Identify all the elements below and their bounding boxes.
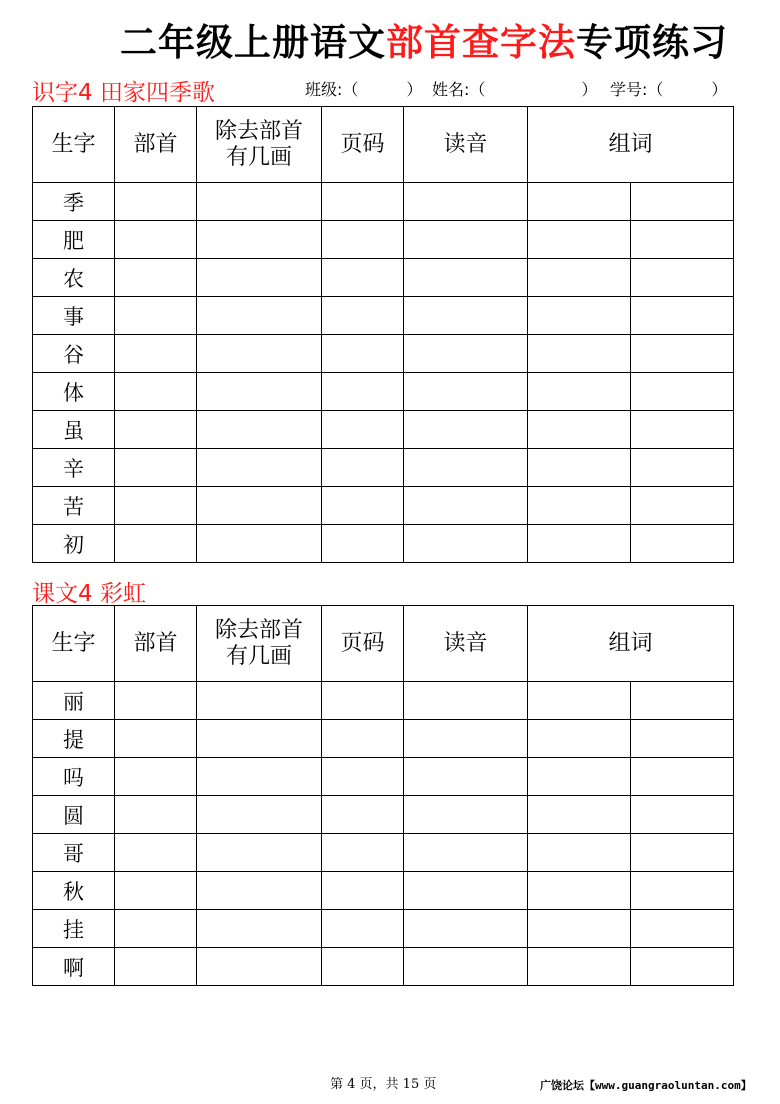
radical-cell[interactable] bbox=[115, 525, 197, 563]
page-cell[interactable] bbox=[322, 834, 404, 872]
strokes-cell[interactable] bbox=[197, 720, 322, 758]
page-cell[interactable] bbox=[322, 948, 404, 986]
word-cell-1[interactable] bbox=[528, 948, 631, 986]
table-row bbox=[33, 720, 734, 758]
pinyin-cell[interactable] bbox=[404, 449, 528, 487]
char-cell: 啊 bbox=[33, 948, 115, 986]
name-field: 姓名:（ ） bbox=[432, 80, 598, 99]
pinyin-cell[interactable] bbox=[404, 373, 528, 411]
word-cell-1[interactable] bbox=[528, 449, 631, 487]
char-cell: 秋 bbox=[33, 872, 115, 910]
radical-cell[interactable] bbox=[115, 297, 197, 335]
word-cell-1[interactable] bbox=[528, 297, 631, 335]
pinyin-cell[interactable] bbox=[404, 487, 528, 525]
pinyin-cell[interactable] bbox=[404, 796, 528, 834]
table-row bbox=[33, 525, 734, 563]
title-text-1: 二年级上册语文 bbox=[120, 21, 386, 64]
word-cell-2[interactable] bbox=[631, 682, 734, 720]
word-cell-2[interactable] bbox=[631, 720, 734, 758]
strokes-cell[interactable] bbox=[197, 796, 322, 834]
pinyin-cell[interactable] bbox=[404, 758, 528, 796]
page-cell[interactable] bbox=[322, 872, 404, 910]
char-cell: 苦 bbox=[33, 487, 115, 525]
word-cell-2[interactable] bbox=[631, 183, 734, 221]
header-radical: 部首 bbox=[115, 606, 197, 682]
title-text-highlight: 部首查字法 bbox=[386, 21, 576, 64]
strokes-cell[interactable] bbox=[197, 834, 322, 872]
strokes-cell[interactable] bbox=[197, 872, 322, 910]
table-row bbox=[33, 872, 734, 910]
word-cell-1[interactable] bbox=[528, 872, 631, 910]
page-cell[interactable] bbox=[322, 720, 404, 758]
header-strokes bbox=[197, 107, 322, 183]
word-cell-1[interactable] bbox=[528, 221, 631, 259]
pinyin-cell[interactable] bbox=[404, 335, 528, 373]
strokes-cell[interactable] bbox=[197, 525, 322, 563]
page-cell[interactable] bbox=[322, 259, 404, 297]
pinyin-cell[interactable] bbox=[404, 297, 528, 335]
word-cell-2[interactable] bbox=[631, 297, 734, 335]
table-row bbox=[33, 297, 734, 335]
header-strokes-line2: 有几画 bbox=[225, 643, 292, 669]
strokes-cell[interactable] bbox=[197, 449, 322, 487]
word-cell-1[interactable] bbox=[528, 487, 631, 525]
pinyin-cell[interactable] bbox=[404, 834, 528, 872]
radical-cell[interactable] bbox=[115, 411, 197, 449]
table-row bbox=[33, 411, 734, 449]
char-cell: 圆 bbox=[33, 796, 115, 834]
word-cell-2[interactable] bbox=[631, 525, 734, 563]
radical-cell[interactable] bbox=[115, 487, 197, 525]
header-strokes-line2: 有几画 bbox=[225, 144, 292, 170]
strokes-cell[interactable] bbox=[197, 183, 322, 221]
header-strokes bbox=[197, 606, 322, 682]
radical-cell[interactable] bbox=[115, 373, 197, 411]
word-cell-1[interactable] bbox=[528, 910, 631, 948]
table-row bbox=[33, 335, 734, 373]
char-cell: 肥 bbox=[33, 221, 115, 259]
radical-cell[interactable] bbox=[115, 335, 197, 373]
practice-table-2 bbox=[32, 605, 734, 986]
radical-cell[interactable] bbox=[115, 872, 197, 910]
radical-cell[interactable] bbox=[115, 682, 197, 720]
char-cell: 体 bbox=[33, 373, 115, 411]
strokes-cell[interactable] bbox=[197, 948, 322, 986]
table-row bbox=[33, 487, 734, 525]
strokes-cell[interactable] bbox=[197, 335, 322, 373]
strokes-cell[interactable] bbox=[197, 910, 322, 948]
pinyin-cell[interactable] bbox=[404, 720, 528, 758]
strokes-cell[interactable] bbox=[197, 297, 322, 335]
word-cell-2[interactable] bbox=[631, 487, 734, 525]
header-char: 生字 bbox=[33, 107, 115, 183]
header-words: 组词 bbox=[528, 606, 734, 682]
char-cell: 辛 bbox=[33, 449, 115, 487]
pinyin-cell[interactable] bbox=[404, 948, 528, 986]
pinyin-cell[interactable] bbox=[404, 259, 528, 297]
strokes-cell[interactable] bbox=[197, 221, 322, 259]
page-number: 第 4 页，共 15 页 bbox=[330, 1077, 437, 1092]
strokes-cell[interactable] bbox=[197, 259, 322, 297]
page-cell[interactable] bbox=[322, 525, 404, 563]
strokes-cell[interactable] bbox=[197, 411, 322, 449]
word-cell-1[interactable] bbox=[528, 720, 631, 758]
table-row bbox=[33, 758, 734, 796]
pinyin-cell[interactable] bbox=[404, 183, 528, 221]
strokes-cell[interactable] bbox=[197, 487, 322, 525]
radical-cell[interactable] bbox=[115, 834, 197, 872]
char-cell: 季 bbox=[33, 183, 115, 221]
word-cell-1[interactable] bbox=[528, 758, 631, 796]
strokes-cell[interactable] bbox=[197, 682, 322, 720]
practice-table-1 bbox=[32, 106, 734, 563]
word-cell-2[interactable] bbox=[631, 259, 734, 297]
radical-cell[interactable] bbox=[115, 183, 197, 221]
radical-cell[interactable] bbox=[115, 221, 197, 259]
word-cell-2[interactable] bbox=[631, 948, 734, 986]
char-cell: 哥 bbox=[33, 834, 115, 872]
page-cell[interactable] bbox=[322, 411, 404, 449]
strokes-cell[interactable] bbox=[197, 758, 322, 796]
char-cell: 初 bbox=[33, 525, 115, 563]
page-cell[interactable] bbox=[322, 335, 404, 373]
table-header-row bbox=[33, 107, 734, 183]
page-cell[interactable] bbox=[322, 297, 404, 335]
word-cell-1[interactable] bbox=[528, 525, 631, 563]
char-cell: 事 bbox=[33, 297, 115, 335]
pinyin-cell[interactable] bbox=[404, 910, 528, 948]
radical-cell[interactable] bbox=[115, 948, 197, 986]
word-cell-2[interactable] bbox=[631, 758, 734, 796]
table-row bbox=[33, 948, 734, 986]
word-cell-2[interactable] bbox=[631, 834, 734, 872]
radical-cell[interactable] bbox=[115, 449, 197, 487]
pinyin-cell[interactable] bbox=[404, 682, 528, 720]
pinyin-cell[interactable] bbox=[404, 525, 528, 563]
header-strokes-line1: 除去部首 bbox=[214, 118, 303, 144]
pinyin-cell[interactable] bbox=[404, 411, 528, 449]
table-row bbox=[33, 796, 734, 834]
header-words: 组词 bbox=[528, 107, 734, 183]
word-cell-1[interactable] bbox=[528, 335, 631, 373]
char-cell: 谷 bbox=[33, 335, 115, 373]
page-cell[interactable] bbox=[322, 758, 404, 796]
page-cell[interactable] bbox=[322, 487, 404, 525]
word-cell-2[interactable] bbox=[631, 221, 734, 259]
word-cell-1[interactable] bbox=[528, 411, 631, 449]
radical-cell[interactable] bbox=[115, 910, 197, 948]
table-row bbox=[33, 221, 734, 259]
table-row bbox=[33, 834, 734, 872]
word-cell-2[interactable] bbox=[631, 872, 734, 910]
word-cell-2[interactable] bbox=[631, 335, 734, 373]
strokes-cell[interactable] bbox=[197, 373, 322, 411]
table-row bbox=[33, 373, 734, 411]
word-cell-1[interactable] bbox=[528, 834, 631, 872]
radical-cell[interactable] bbox=[115, 758, 197, 796]
header-pinyin: 读音 bbox=[404, 606, 528, 682]
char-cell: 虽 bbox=[33, 411, 115, 449]
table-row bbox=[33, 449, 734, 487]
word-cell-1[interactable] bbox=[528, 183, 631, 221]
section1-title: 识字4 田家四季歌 bbox=[32, 80, 215, 106]
word-cell-2[interactable] bbox=[631, 373, 734, 411]
char-cell: 丽 bbox=[33, 682, 115, 720]
page-title bbox=[120, 18, 740, 68]
page-cell[interactable] bbox=[322, 373, 404, 411]
word-cell-2[interactable] bbox=[631, 910, 734, 948]
word-cell-1[interactable] bbox=[528, 373, 631, 411]
word-cell-1[interactable] bbox=[528, 259, 631, 297]
page-cell[interactable] bbox=[322, 682, 404, 720]
page-cell[interactable] bbox=[322, 449, 404, 487]
header-page: 页码 bbox=[322, 107, 404, 183]
student-number-field: 学号:（ ） bbox=[610, 80, 728, 99]
table-row bbox=[33, 259, 734, 297]
header-char: 生字 bbox=[33, 606, 115, 682]
word-cell-2[interactable] bbox=[631, 796, 734, 834]
pinyin-cell[interactable] bbox=[404, 221, 528, 259]
title-text-3: 专项练习 bbox=[576, 21, 728, 64]
header-strokes-line1: 除去部首 bbox=[214, 617, 303, 643]
table-row bbox=[33, 682, 734, 720]
table-row bbox=[33, 183, 734, 221]
char-cell: 农 bbox=[33, 259, 115, 297]
radical-cell[interactable] bbox=[115, 720, 197, 758]
char-cell: 吗 bbox=[33, 758, 115, 796]
radical-cell[interactable] bbox=[115, 259, 197, 297]
header-pinyin: 读音 bbox=[404, 107, 528, 183]
header-radical: 部首 bbox=[115, 107, 197, 183]
page-cell[interactable] bbox=[322, 183, 404, 221]
word-cell-2[interactable] bbox=[631, 449, 734, 487]
page-cell[interactable] bbox=[322, 221, 404, 259]
table-row bbox=[33, 910, 734, 948]
header-page: 页码 bbox=[322, 606, 404, 682]
page-cell[interactable] bbox=[322, 796, 404, 834]
class-field: 班级:（ ） bbox=[305, 80, 423, 99]
radical-cell[interactable] bbox=[115, 796, 197, 834]
word-cell-1[interactable] bbox=[528, 682, 631, 720]
char-cell: 提 bbox=[33, 720, 115, 758]
page-cell[interactable] bbox=[322, 910, 404, 948]
section2-title: 课文4 彩虹 bbox=[32, 581, 146, 607]
source-credit: 广饶论坛【www.guangraoluntan.com】 bbox=[540, 1079, 752, 1092]
word-cell-2[interactable] bbox=[631, 411, 734, 449]
word-cell-1[interactable] bbox=[528, 796, 631, 834]
pinyin-cell[interactable] bbox=[404, 872, 528, 910]
char-cell: 挂 bbox=[33, 910, 115, 948]
table-header-row bbox=[33, 606, 734, 682]
